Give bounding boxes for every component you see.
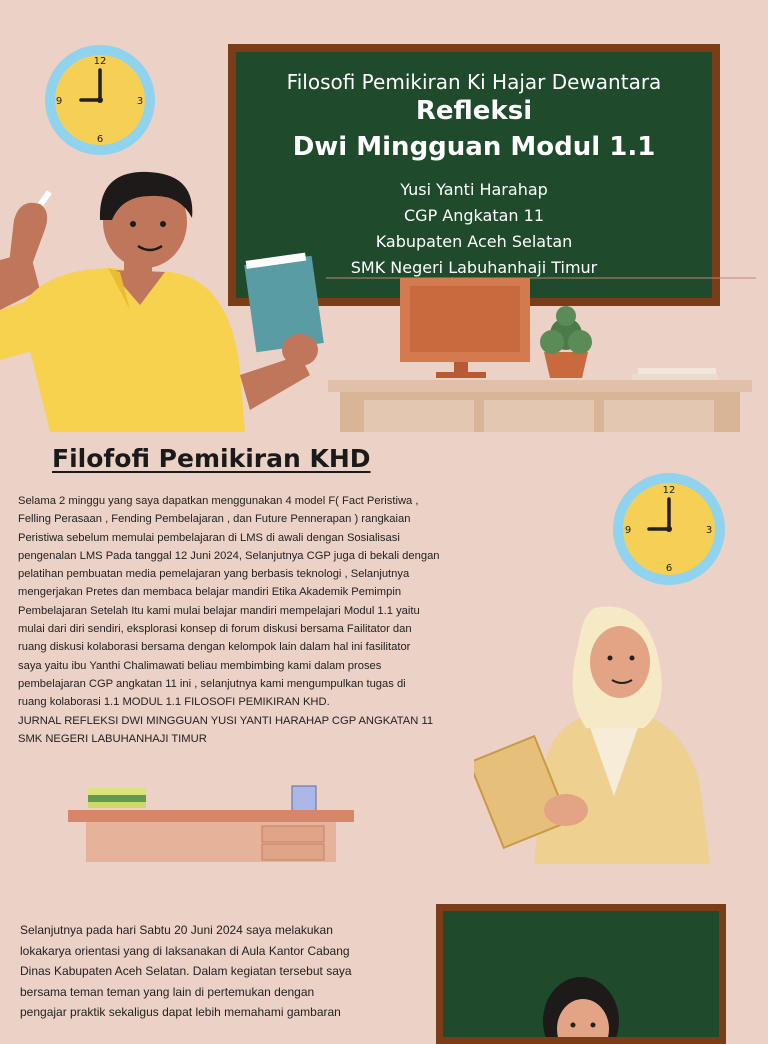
wall-clock-icon bbox=[44, 44, 156, 156]
body-line: pengenalan LMS Pada tanggal 12 Juni 2024, Selanjutnya CGP juga di bekali dengan bbox=[18, 549, 440, 562]
body-line: Selanjutnya pada hari Sabtu 20 Juni 2024 saya melakukan bbox=[20, 923, 333, 937]
clock-number-9: 9 bbox=[55, 96, 63, 107]
office-desk-illustration bbox=[326, 276, 756, 432]
body-line: pengajar praktik sekaligus dapat lebih memahami gambaran bbox=[20, 1005, 341, 1020]
female-teacher-illustration bbox=[474, 596, 718, 864]
section-title: Filofofi Pemikiran KHD bbox=[52, 444, 371, 473]
body-line: SMK NEGERI LABUHANHAJI TIMUR bbox=[18, 732, 207, 745]
clock-number-6: 6 bbox=[665, 563, 673, 574]
clock-number-12: 12 bbox=[662, 485, 676, 496]
body-line: JURNAL REFLEKSI DWI MINGGUAN YUSI YANTI HARAHAP CGP ANGKATAN 11 bbox=[18, 714, 434, 727]
body-line: ruang kolaborasi 1.1 MODUL 1.1 FILOSOFI PEMIKIRAN KHD. bbox=[18, 696, 330, 709]
body-line: Selama 2 minggu yang saya dapatkan menggunakan 4 model F( Fact Peristiwa , bbox=[18, 495, 419, 507]
body-line: saya yaitu ibu Yanthi Chalimawati beliau membimbing kami dalam proses bbox=[18, 659, 382, 672]
board-title-line1: Refleksi bbox=[415, 96, 533, 126]
body-line: Pembelajaran Setelah Itu kami mulai belajar mandiri mempelajari Modul 1.1 yaitu bbox=[18, 604, 420, 617]
wall-clock-icon bbox=[612, 472, 726, 586]
clock-number-9: 9 bbox=[624, 525, 632, 536]
body-line: ruang diskusi kolaborasi bersama dengan kelompok lain dalam hal ini fasilitator bbox=[18, 641, 411, 654]
board-subtitle: Filosofi Pemikiran Ki Hajar Dewantara bbox=[286, 70, 662, 94]
body-line: Peristiwa sebelum memulai pembelajaran di LMS di awali dengan Sosialisasi bbox=[18, 531, 400, 544]
body-line: pembelajaran CGP angkatan 11 ini , selanjutnya kami mengumpulkan tugas di bbox=[18, 677, 406, 690]
body-line: mengerjakan Pretes dan membaca belajar mandiri Etika Akademik Pemimpin bbox=[18, 586, 402, 599]
desk-illustration bbox=[66, 784, 356, 862]
region: Kabupaten Aceh Selatan bbox=[375, 232, 573, 251]
clock-number-12: 12 bbox=[93, 56, 107, 67]
chalkboard bbox=[436, 904, 726, 1044]
clock-number-6: 6 bbox=[96, 134, 104, 145]
second-paragraph bbox=[20, 920, 422, 1023]
body-line: pelatihan pembuatan media pemelajaran yang berbasis teknologi , Selanjutnya bbox=[18, 568, 410, 581]
school: SMK Negeri Labuhanhaji Timur bbox=[350, 258, 598, 277]
body-line: lokakarya orientasi yang di laksanakan di Aula Kantor Cabang bbox=[20, 943, 350, 958]
body-line: Felling Perasaan , Fending Pembelajaran , dan Future Pennerapan ) rangkaian bbox=[18, 513, 411, 526]
male-teacher-illustration bbox=[0, 160, 330, 432]
board-title-line2: Dwi Mingguan Modul 1.1 bbox=[292, 132, 656, 162]
body-paragraph bbox=[18, 492, 518, 748]
author-name: Yusi Yanti Harahap bbox=[400, 180, 548, 199]
woman-illustration bbox=[443, 911, 719, 1037]
body-line: mulai dari diri sendiri, eksplorasi konsep di forum diskusi bersama Failitator dan bbox=[18, 623, 412, 636]
body-line: bersama teman teman yang lain di pertemukan dengan bbox=[20, 984, 315, 999]
clock-number-3: 3 bbox=[705, 525, 713, 536]
clock-number-3: 3 bbox=[136, 96, 144, 107]
cohort: CGP Angkatan 11 bbox=[404, 206, 544, 225]
body-line: Dinas Kabupaten Aceh Selatan. Dalam kegiatan tersebut saya bbox=[20, 964, 352, 979]
